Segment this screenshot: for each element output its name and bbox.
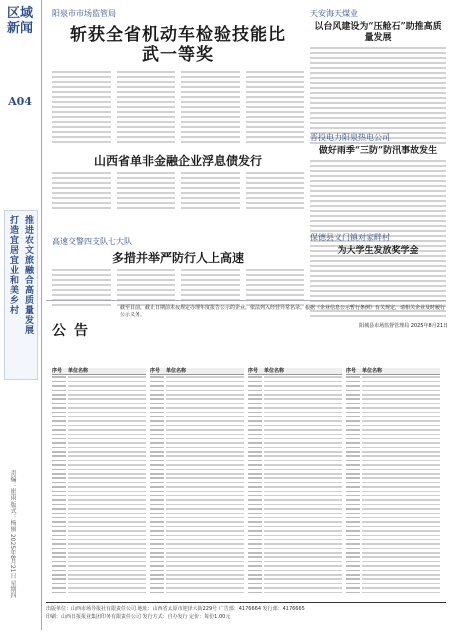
notice-table-4: 序号 单位名称 (346, 368, 440, 595)
article-6-title: 为大学生发放奖学金 (337, 246, 419, 256)
article-1-kicker: 阳泉市市场监管局 (52, 9, 116, 18)
article-1-body (52, 71, 304, 143)
footer-line-2: 印刷：山西日报报业集团印务有限责任公司 发行方式：自办发行 定价：每份1.00元 (46, 614, 231, 620)
article-5-title: 多措并举严防行人上高速 (111, 251, 244, 265)
table-row (346, 590, 440, 594)
notice-signature: 阳城县市场监督管理局 2025年8月21日 (359, 323, 448, 329)
page-number: A04 (8, 95, 32, 108)
page-meta: 责编：崔雨 版式：杨丽 2025年8月21日 星期四 (9, 470, 16, 599)
article-4-kicker: 晋投电力阳泉热电公司 (310, 133, 390, 142)
notice-divider (46, 300, 446, 301)
article-4-title: 做好雨季“三防”防汛事故发生 (318, 146, 438, 156)
article-2-kicker: 天安海天煤业 (310, 9, 358, 18)
footer-line-1: 出版单位：山西市场导报社有限责任公司 地址：山西省太原市迎泽大街229号 广告部：4176664 发行部：4176665 (46, 606, 305, 612)
table-row (52, 590, 146, 594)
article-1 (52, 8, 304, 143)
article-3 (52, 150, 304, 209)
table-row (248, 590, 342, 594)
notice-body (120, 305, 448, 330)
article-1-title: 斩获全省机动车检验技能比武一等奖 (70, 25, 286, 65)
article-6-kicker: 保德县义门镇对家畔村 (310, 233, 390, 242)
article-2 (310, 8, 446, 144)
slogan-col-1: 打造宜居宜业和美乡村 (8, 215, 18, 315)
slogan-box (4, 210, 38, 380)
notice-table-3: 序号 单位名称 (248, 368, 342, 595)
section-title: 区域新闻 (6, 6, 33, 36)
notice-text: 截至目前，截止日期前未按规定办理年度报告公示的企业，依法列入经营异常名录。根据《企业信息公示暂行条例》有关规定，请相关企业及时履行公示义务。 (120, 305, 446, 318)
article-5 (52, 236, 304, 306)
article-5-kicker: 高速交警四支队七大队 (52, 237, 132, 246)
article-2-title: 以台风建设为“压舱石”助推高质量发展 (314, 22, 442, 43)
notice-table-1: 序号 单位名称 (52, 368, 146, 595)
notice-title: 公告 (52, 323, 96, 339)
table-row (150, 590, 244, 594)
article-3-title: 山西省单非金融企业浮息债发行 (93, 154, 262, 168)
section-sidebar (0, 0, 42, 630)
page-footer (46, 602, 446, 621)
article-3-body (52, 172, 304, 209)
notice-table-2: 序号 单位名称 (150, 368, 244, 595)
slogan-col-2: 推进农文旅融合高质量发展 (23, 215, 33, 335)
article-2-body (310, 47, 446, 144)
